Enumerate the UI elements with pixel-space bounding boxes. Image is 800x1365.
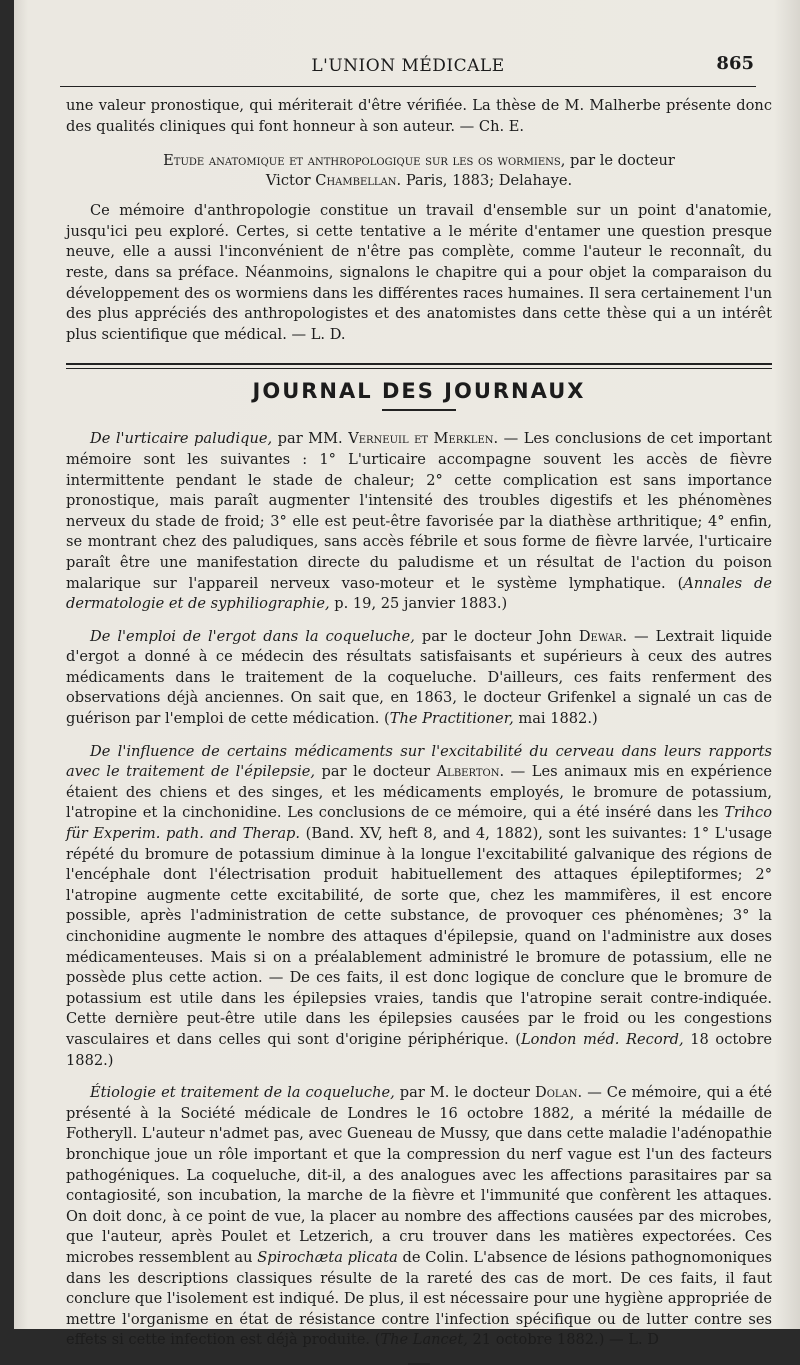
article-coqueluche [66, 1083, 772, 1351]
journal-page [14, 0, 800, 1349]
divider-rule [66, 363, 772, 365]
article-author: Dolan. [535, 1084, 583, 1102]
article-source: Trihco für Experim. path. and Therap. [66, 804, 773, 843]
article-title: Étiologie et traitement de la coqueluche, [90, 1084, 395, 1102]
article-source-second: The Lancet, [380, 1331, 468, 1349]
article-source: Spirochæta plicata [257, 1248, 398, 1266]
article-author: Alberton. [436, 763, 505, 781]
article-source-second: London méd. Record, [520, 1030, 684, 1048]
previous-review-tail: une valeur pronostique, qui mériterait d'être vérifiée. La thèse de M. Malherbe présente donc des qualités cliniques qui font honneur à son auteur. — Ch. E. [66, 97, 772, 135]
section-divider [66, 363, 772, 369]
article-source: Annales de dermatologie et de syphiliographie, [66, 574, 772, 613]
section-title-rule [382, 409, 456, 411]
article-body: — Ce mémoire, qui a été présenté à la Société médicale de Londres le 16 octobre 1882, a mérité la médaille de Fotheryll. L'auteur n'admet pas, avec Gueneau de Mussy, que dans cette maladie l'adénopathie bronchique joue un rôle important et que la compression du nerf vague est l'un des facteurs pathogéniques. La coqueluche, dit-il, a des analogues avec les affections parasitaires par sa contagiosité, son incubation, la marche de la fièvre et l'immunité que confèrent les attaques. On doit donc, à ce point de vue, la placer au nombre des affections causées par des microbes, que l'auteur, après Poulet et Letzerich, a cru trouver dans les matières expectorées. Ces microbes ressemblent au [66, 1084, 772, 1266]
review-author-first: Victor [265, 172, 311, 190]
article-source-second-tail: 21 octobre 1882.) — L. D [472, 1331, 659, 1349]
article-source-tail: (Band. XV, heft 8, and 4, 1882), sont les suivantes: 1° L'usage répété du bromure de potassium diminue à la longue l'excitabilité galvanique des régions de l'encéphale dont l'électrisation produit habituellement des attaques épileptiformes; 2° l'atropine augmente cette excitabilité, de sorte que, chez les mammifères, il est encore possible, après l'administration de cette substance, de provoquer ces phénomènes; 3° la cinchonidine augmente le nombre des attaques d'épilepsie, quand on l'administre aux doses médicamenteuses. Mais si on a préalablement administré le bromure de potassium, elle ne possède plus cette action. — De ces faits, il est donc logique de conclure que le bromure de potassium est utile dans les épilepsies vraies, tandis que l'atropine serait contre-indiquée. Cette dernière peut-être utile dans les épilepsies causées par le froid ou les congestions vasculaires et dans celles qui sont d'origine périphérique. ( [66, 825, 773, 1048]
article-ergot [66, 627, 772, 730]
article-source-tail: mai 1882.) [518, 710, 598, 728]
page-number: 865 [716, 53, 754, 74]
article-body: — Les animaux mis en expérience étaient des chiens et des singes, et les médicaments employés, le bromure de potassium, l'atropine et la cinchonidine. Les conclusions de ce mémoire, qui a été inséré dans les [66, 763, 772, 822]
review-author-last: Chambellan. [315, 172, 402, 190]
review-title-author-intro: par le docteur [570, 152, 675, 170]
review-title [66, 151, 772, 191]
article-by: par le docteur [321, 763, 431, 781]
article-source-second-tail: 18 octobre 1882.) [66, 1030, 772, 1069]
article-by: par M. le docteur [399, 1084, 530, 1102]
article-body: — Les conclusions de cet important mémoire sont les suivantes : 1° L'urticaire accompagne souvent les accès de fièvre intermittente pendant le stade de chaleur; 2° cette complication est sans importance pronostique, mais paraît augmenter l'intensité des troubles digestifs et les phénomènes nerveux du stade de froid; 3° elle est peut-être favorisée par la diathèse arthritique; 4° enfin, se montrant chez des paludiques, sans accès fébrile et sous forme de fièvre larvée, l'urticaire paraît être une manifestation directe du paludisme et un résultat de l'action du poison malarique sur l'appareil nerveux vaso-moteur et le système lymphatique. ( [66, 430, 772, 592]
article-by: par MM. [277, 430, 343, 448]
article-author: Verneuil et Merklen. [348, 430, 499, 448]
article-by: par le docteur John [421, 627, 572, 645]
article-body: — Lextrait liquide d'ergot a donné à ce médecin des résultats satisfaisants et supérieurs à ceux des autres médicaments dans le traitement de la coqueluche. D'ailleurs, ces faits renferment des observations déjà anciennes. On sait que, en 1863, le docteur Grifenkel a signalé un cas de guérison par l'emploi de cette médication. ( [66, 627, 772, 728]
page-header [60, 50, 756, 87]
article-source: The Practitioner, [389, 710, 514, 728]
review-body: Ce mémoire d'anthropologie constitue un travail d'ensemble sur un point d'anatomie, jusqu'ici peu exploré. Certes, si cette tentative a le mérite d'entamer une question presque neuve, elle a aussi l'inconvénient de n'être pas complète, comme l'auteur le reconnaît, du reste, dans sa préface. Néanmoins, signalons le chapitre qui a pour objet la comparaison du développement des os wormiens dans les différentes races humaines. Il sera certainement l'un des plus appréciés des anthropologistes et des anatomistes dans cette thèse qui a un intérêt plus scientifique que médical. — L. D. [66, 202, 772, 343]
article-source-tail: p. 19, 25 janvier 1883.) [334, 595, 508, 613]
article-epilepsie [66, 742, 772, 1072]
review-publisher: Paris, 1883; Delahaye. [405, 172, 573, 190]
page-content [66, 96, 772, 1365]
review-title-main: Etude anatomique et anthropologique sur les os wormiens, [163, 152, 566, 170]
article-title: De l'urticaire paludique, [90, 430, 273, 448]
article-author: Dewar. [578, 627, 628, 645]
article-urticaire [66, 429, 772, 614]
article-source-tail: de Colin. L'absence de lésions pathognomoniques dans les descriptions classiques résulte de la rareté des cas de mort. De ces faits, il faut conclure que l'isolement est indiqué. De plus, il est nécessaire pour une hygiène appropriée de mettre l'organisme en état de résistance contre l'infection spécifique ou de lutter contre ses effets si cette infection est déjà produite. ( [66, 1248, 773, 1349]
divider-rule-thin [66, 368, 772, 369]
article-title: De l'influence de certains médicaments sur l'excitabilité du cerveau dans leurs rapports avec le traitement de l'épilepsie, [66, 742, 772, 781]
section-title: JOURNAL DES JOURNAUX [252, 379, 586, 404]
running-title: L'UNION MÉDICALE [311, 56, 505, 76]
article-title: De l'emploi de l'ergot dans la coqueluche, [90, 627, 415, 645]
